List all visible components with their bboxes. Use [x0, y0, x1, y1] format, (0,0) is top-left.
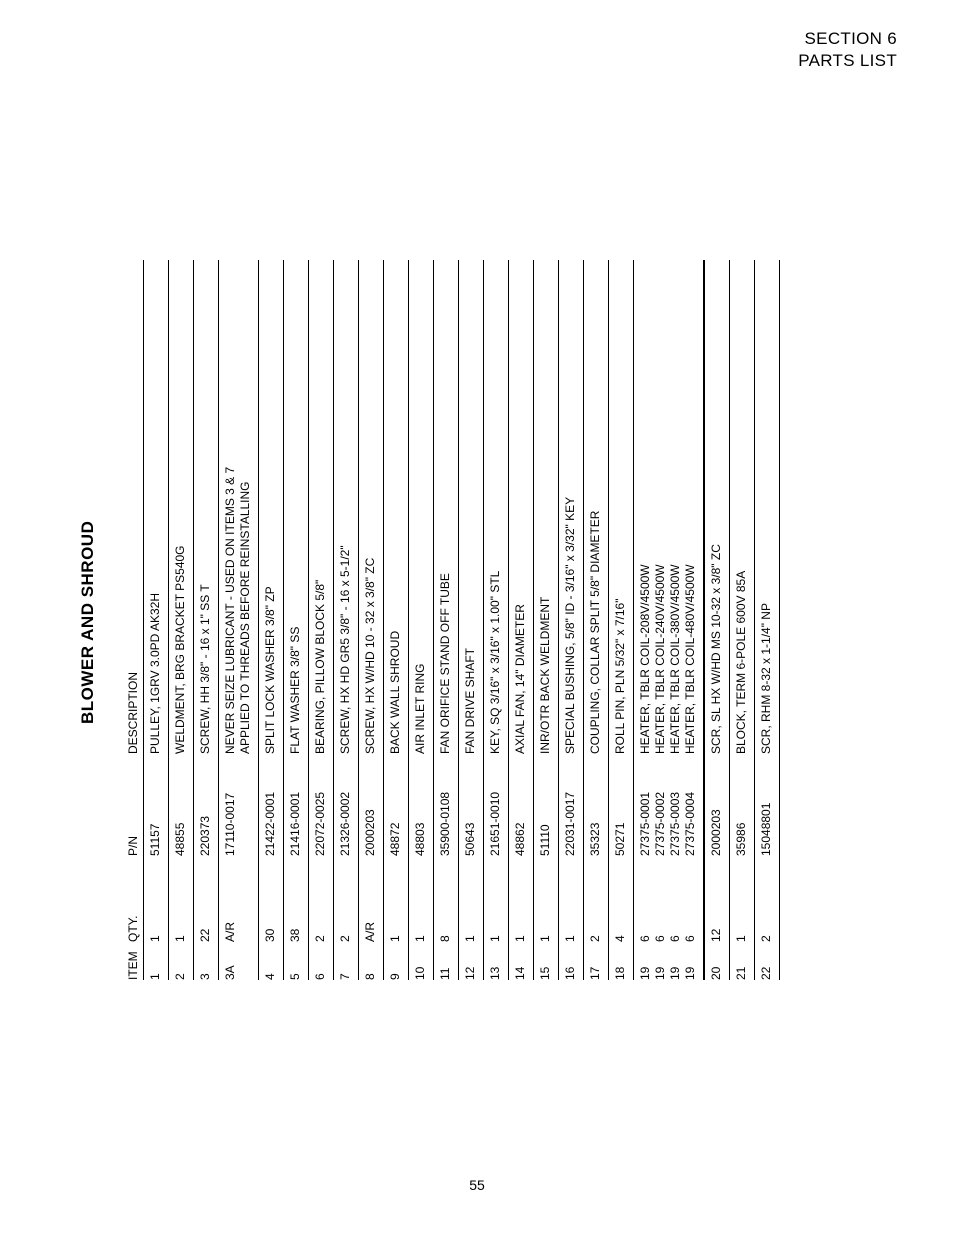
cell-qty — [534, 856, 559, 942]
cell-item-line: 19 — [653, 966, 667, 980]
cell-description-line: FAN DRIVE SHAFT — [463, 647, 477, 754]
cell-description — [169, 260, 194, 754]
cell-pn — [194, 754, 219, 856]
cell-description-line: HEATER, TBLR COIL-380V/4500W — [668, 564, 682, 754]
cell-description — [359, 260, 384, 754]
cell-description-line: SCREW, HH 3/8" - 16 x 1" SS T — [198, 584, 212, 754]
cell-item — [634, 942, 705, 980]
table-row — [334, 260, 359, 980]
cell-description — [284, 260, 309, 754]
cell-pn — [755, 754, 780, 856]
cell-description-line: WELDMENT, BRG BRACKET PS540G — [173, 545, 187, 754]
cell-item-line: 1 — [148, 973, 162, 980]
cell-description-line: KEY, SQ 3/16" x 3/16" x 1.00" STL — [488, 570, 502, 754]
parts-list-title: BLOWER AND SHROUD — [78, 520, 97, 724]
cell-qty — [434, 856, 459, 942]
cell-item — [309, 942, 334, 980]
cell-item — [730, 942, 755, 980]
cell-pn-line: 220373 — [198, 815, 212, 856]
cell-qty-line: 1 — [513, 935, 527, 942]
cell-item-line: 19 — [668, 966, 682, 980]
cell-item — [704, 942, 730, 980]
table-row — [259, 260, 284, 980]
cell-item — [334, 942, 359, 980]
table-row — [144, 260, 169, 980]
cell-pn — [484, 754, 509, 856]
cell-description-line: HEATER, TBLR COIL-480V/4500W — [683, 564, 697, 754]
cell-pn — [459, 754, 484, 856]
cell-qty — [384, 856, 409, 942]
cell-item — [484, 942, 509, 980]
column-header-item: ITEM — [120, 942, 144, 980]
cell-description-line: BEARING, PILLOW BLOCK 5/8" — [313, 579, 327, 754]
cell-pn — [534, 754, 559, 856]
cell-item-line: 15 — [538, 966, 552, 980]
cell-description — [704, 260, 730, 754]
cell-description-line: APPLIED TO THREADS BEFORE REINSTALLING — [238, 481, 252, 754]
cell-item — [384, 942, 409, 980]
cell-pn-line: 50643 — [463, 822, 477, 856]
cell-pn — [309, 754, 334, 856]
cell-item — [755, 942, 780, 980]
cell-item-line: 10 — [413, 966, 427, 980]
cell-description — [584, 260, 609, 754]
cell-pn-line: 2000203 — [363, 809, 377, 856]
cell-qty — [704, 856, 730, 942]
cell-item-line: 9 — [388, 973, 402, 980]
table-row — [219, 260, 259, 980]
cell-pn-line: 35900-0108 — [438, 791, 452, 856]
cell-pn — [284, 754, 309, 856]
cell-description-line: SCR, SL HX W/HD MS 10-32 x 3/8" ZC — [709, 544, 723, 754]
cell-description — [334, 260, 359, 754]
cell-item — [584, 942, 609, 980]
cell-qty-line: 8 — [438, 935, 452, 942]
cell-qty — [584, 856, 609, 942]
cell-item-line: 4 — [263, 973, 277, 980]
cell-item-line: 8 — [363, 973, 377, 980]
cell-qty-line: 2 — [338, 935, 352, 942]
table-row — [309, 260, 334, 980]
cell-description — [309, 260, 334, 754]
cell-pn-line: 27375-0002 — [653, 791, 667, 856]
table-row — [359, 260, 384, 980]
cell-pn-line: 35323 — [588, 822, 602, 856]
cell-pn — [634, 754, 705, 856]
cell-description-line: SCR, RHM 8-32 x 1-1/4" NP — [759, 603, 773, 754]
cell-qty — [559, 856, 584, 942]
cell-pn-line: 22072-0025 — [313, 791, 327, 856]
cell-description — [755, 260, 780, 754]
cell-pn — [144, 754, 169, 856]
cell-pn — [609, 754, 634, 856]
cell-item-line: 3 — [198, 973, 212, 980]
cell-item — [259, 942, 284, 980]
cell-description — [730, 260, 755, 754]
cell-pn-line: 48862 — [513, 822, 527, 856]
cell-qty — [509, 856, 534, 942]
cell-pn-line: 22031-0017 — [563, 791, 577, 856]
column-header-description: DESCRIPTION — [120, 260, 144, 754]
cell-description-line: BACK WALL SHROUD — [388, 630, 402, 754]
cell-qty-line: 1 — [488, 935, 502, 942]
cell-pn — [730, 754, 755, 856]
cell-description — [259, 260, 284, 754]
cell-item — [169, 942, 194, 980]
cell-qty-line: 2 — [759, 935, 773, 942]
cell-item — [409, 942, 434, 980]
cell-pn — [584, 754, 609, 856]
cell-qty-line: A/R — [223, 921, 237, 942]
table-row — [634, 260, 705, 980]
cell-description-line: NEVER SEIZE LUBRICANT - USED ON ITEMS 3 & 7 — [223, 466, 237, 754]
cell-description — [634, 260, 705, 754]
cell-description — [219, 260, 259, 754]
cell-description-line: ROLL PIN, PLN 5/32" x 7/16" — [613, 598, 627, 754]
cell-item-line: 3A — [223, 965, 237, 980]
cell-pn-line: 15048801 — [759, 802, 773, 856]
cell-qty — [259, 856, 284, 942]
cell-description — [559, 260, 584, 754]
column-header-pn: P/N — [120, 754, 144, 856]
cell-description — [609, 260, 634, 754]
cell-pn-line: 50271 — [613, 822, 627, 856]
cell-item — [559, 942, 584, 980]
cell-description-line: HEATER, TBLR COIL-208V/4500W — [638, 564, 652, 754]
cell-qty — [144, 856, 169, 942]
cell-description — [409, 260, 434, 754]
cell-item-line: 12 — [463, 966, 477, 980]
cell-qty — [219, 856, 259, 942]
cell-description-line: COUPLING, COLLAR SPLIT 5/8" DIAMETER — [588, 510, 602, 754]
cell-pn — [509, 754, 534, 856]
cell-pn-line: 48872 — [388, 822, 402, 856]
cell-pn-line: 21326-0002 — [338, 791, 352, 856]
cell-pn-line: 48803 — [413, 822, 427, 856]
cell-item-line: 21 — [734, 966, 748, 980]
cell-pn-line: 27375-0001 — [638, 791, 652, 856]
cell-qty — [609, 856, 634, 942]
cell-qty — [169, 856, 194, 942]
cell-description — [434, 260, 459, 754]
cell-pn-line: 17110-0017 — [223, 792, 237, 856]
cell-qty — [359, 856, 384, 942]
cell-pn-line: 2000203 — [709, 809, 723, 856]
cell-pn — [359, 754, 384, 856]
cell-item-line: 20 — [709, 966, 723, 980]
cell-pn-line: 48855 — [173, 822, 187, 856]
cell-pn-line: 21422-0001 — [263, 791, 277, 856]
cell-description-line: SPLIT LOCK WASHER 3/8" ZP — [263, 586, 277, 754]
cell-qty — [284, 856, 309, 942]
cell-item — [284, 942, 309, 980]
cell-item — [534, 942, 559, 980]
parts-table-body — [144, 260, 780, 980]
cell-pn-line: 27375-0004 — [683, 791, 697, 856]
cell-description-line: SCREW, HX HD GR5 3/8" - 16 x 5-1/2" — [338, 545, 352, 754]
cell-item-line: 14 — [513, 966, 527, 980]
cell-qty-line: 38 — [288, 928, 302, 942]
cell-qty — [194, 856, 219, 942]
cell-description — [484, 260, 509, 754]
cell-item — [509, 942, 534, 980]
cell-item-line: 11 — [438, 967, 452, 980]
table-row — [434, 260, 459, 980]
cell-description-line: BLOCK, TERM 6-POLE 600V 85A — [734, 570, 748, 754]
cell-pn — [169, 754, 194, 856]
cell-pn — [219, 754, 259, 856]
table-row — [730, 260, 755, 980]
table-row — [459, 260, 484, 980]
cell-qty — [730, 856, 755, 942]
cell-qty-line: 1 — [413, 935, 427, 942]
cell-description — [459, 260, 484, 754]
table-row — [755, 260, 780, 980]
cell-qty-line: 1 — [388, 935, 402, 942]
cell-pn-line: 27375-0003 — [668, 791, 682, 856]
table-row — [559, 260, 584, 980]
table-row — [704, 260, 730, 980]
cell-item — [194, 942, 219, 980]
cell-description — [194, 260, 219, 754]
cell-item — [144, 942, 169, 980]
cell-item-line: 5 — [288, 973, 302, 980]
cell-qty-line: 30 — [263, 928, 277, 942]
cell-pn-line: 51157 — [148, 823, 162, 856]
cell-item-line: 7 — [338, 973, 352, 980]
cell-description — [509, 260, 534, 754]
cell-item-line: 19 — [638, 966, 652, 980]
section-label: SECTION 6 — [804, 29, 897, 48]
cell-qty-line: 6 — [668, 935, 682, 942]
cell-qty-line: 1 — [463, 935, 477, 942]
page-number: 55 — [469, 1177, 485, 1193]
cell-qty-line: 6 — [638, 935, 652, 942]
column-header-qty: QTY. — [120, 856, 144, 942]
cell-item-line: 17 — [588, 966, 602, 980]
cell-description-line: SPECIAL BUSHING, 5/8" ID - 3/16" x 3/32" KEY — [563, 496, 577, 754]
cell-item-line: 6 — [313, 973, 327, 980]
cell-item — [609, 942, 634, 980]
cell-item — [359, 942, 384, 980]
cell-pn — [409, 754, 434, 856]
section-subtitle: PARTS LIST — [798, 51, 897, 70]
page-header — [798, 28, 897, 72]
cell-qty-line: 6 — [653, 935, 667, 942]
cell-qty-line: 1 — [734, 935, 748, 942]
cell-qty — [334, 856, 359, 942]
cell-qty — [755, 856, 780, 942]
cell-qty-line: 12 — [709, 928, 723, 942]
cell-qty-line: 1 — [173, 935, 187, 942]
cell-description-line: INR/OTR BACK WELDMENT — [538, 596, 552, 754]
cell-pn — [704, 754, 730, 856]
table-row — [194, 260, 219, 980]
cell-description-line: FLAT WASHER 3/8" SS — [288, 626, 302, 754]
cell-pn — [434, 754, 459, 856]
table-row — [584, 260, 609, 980]
cell-qty — [459, 856, 484, 942]
cell-qty-line: 1 — [563, 935, 577, 942]
cell-qty-line: 4 — [613, 935, 627, 942]
cell-description-line: AXIAL FAN, 14" DIAMETER — [513, 604, 527, 754]
cell-qty-line: A/R — [363, 921, 377, 942]
cell-item-line: 2 — [173, 973, 187, 980]
cell-description — [144, 260, 169, 754]
table-row — [169, 260, 194, 980]
cell-pn-line: 21416-0001 — [288, 791, 302, 856]
table-row — [534, 260, 559, 980]
cell-item-line: 16 — [563, 966, 577, 980]
rotated-parts-list — [70, 266, 773, 986]
table-row — [284, 260, 309, 980]
cell-item-line: 18 — [613, 966, 627, 980]
table-row — [609, 260, 634, 980]
cell-item-line: 19 — [683, 966, 697, 980]
table-row — [509, 260, 534, 980]
cell-qty — [484, 856, 509, 942]
cell-item — [219, 942, 259, 980]
cell-pn — [334, 754, 359, 856]
cell-qty — [309, 856, 334, 942]
table-row — [409, 260, 434, 980]
cell-pn-line: 35986 — [734, 822, 748, 856]
cell-pn-line: 51110 — [538, 824, 552, 856]
cell-pn-line: 21651-0010 — [488, 791, 502, 856]
cell-description-line: HEATER, TBLR COIL-240V/4500W — [653, 564, 667, 754]
cell-qty-line: 1 — [538, 935, 552, 942]
parts-table — [120, 260, 780, 980]
cell-qty-line: 2 — [313, 935, 327, 942]
table-row — [384, 260, 409, 980]
cell-qty-line: 6 — [683, 935, 697, 942]
cell-qty — [634, 856, 705, 942]
cell-pn — [384, 754, 409, 856]
cell-description-line: SCREW, HX W/HD 10 - 32 x 3/8" ZC — [363, 557, 377, 754]
cell-qty — [409, 856, 434, 942]
cell-pn — [559, 754, 584, 856]
cell-qty-line: 22 — [198, 928, 212, 942]
cell-item — [459, 942, 484, 980]
cell-qty-line: 1 — [148, 935, 162, 942]
cell-description — [534, 260, 559, 754]
cell-description — [384, 260, 409, 754]
table-row — [484, 260, 509, 980]
cell-item-line: 22 — [759, 966, 773, 980]
cell-item-line: 13 — [488, 966, 502, 980]
cell-description-line: PULLEY, 1GRV 3.0PD AK32H — [148, 593, 162, 754]
cell-qty-line: 2 — [588, 935, 602, 942]
cell-item — [434, 942, 459, 980]
cell-description-line: FAN ORIFICE STAND OFF TUBE — [438, 573, 452, 754]
cell-pn — [259, 754, 284, 856]
table-header-row — [120, 260, 144, 980]
cell-description-line: AIR INLET RING — [413, 663, 427, 754]
